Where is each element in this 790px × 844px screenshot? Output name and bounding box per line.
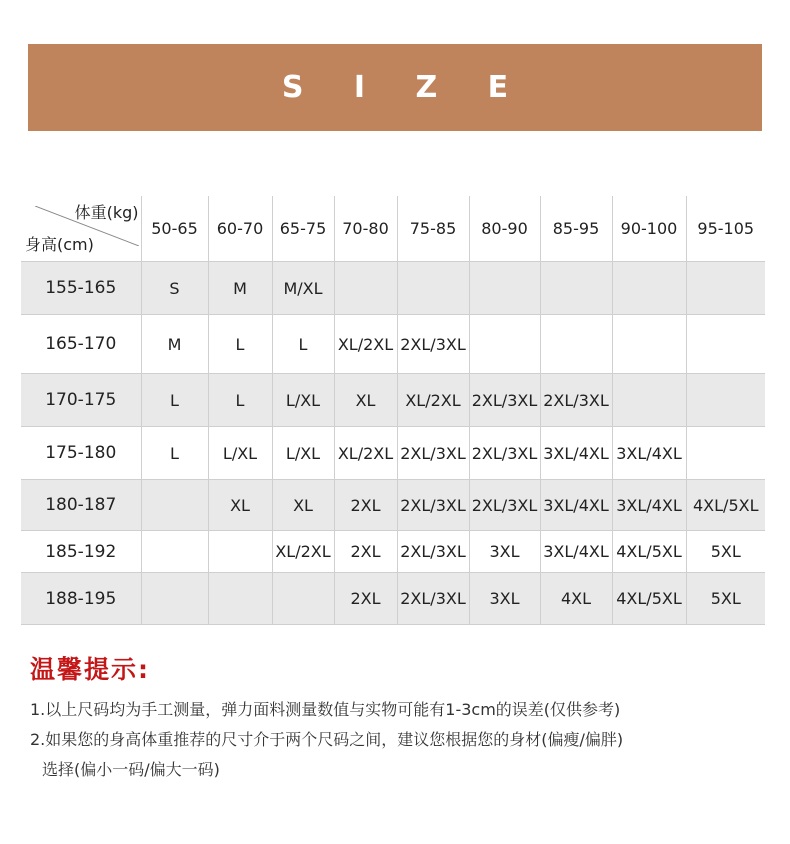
size-cell: 4XL/5XL <box>612 573 686 625</box>
size-cell: 2XL/3XL <box>397 480 469 531</box>
weight-header: 65-75 <box>272 196 334 262</box>
size-cell: 3XL/4XL <box>612 427 686 480</box>
size-cell: 2XL/3XL <box>397 315 469 374</box>
table-row <box>21 374 765 427</box>
table-row <box>21 480 765 531</box>
note-line: 2.如果您的身高体重推荐的尺寸介于两个尺码之间，建议您根据您的身材(偏瘦/偏胖) <box>30 730 624 749</box>
table-row <box>21 573 765 625</box>
note-line: 1.以上尺码均为手工测量，弹力面料测量数值与实物可能有1-3cm的误差(仅供参考) <box>30 700 621 719</box>
size-cell: L/XL <box>272 427 334 480</box>
size-cell <box>612 374 686 427</box>
size-cell: L <box>141 374 208 427</box>
table-row <box>21 315 765 374</box>
size-cell: 4XL <box>540 573 612 625</box>
weight-header: 50-65 <box>141 196 208 262</box>
size-cell: L <box>208 374 272 427</box>
size-cell <box>686 262 765 315</box>
size-cell: L/XL <box>272 374 334 427</box>
weight-header: 60-70 <box>208 196 272 262</box>
size-cell <box>686 315 765 374</box>
size-cell <box>208 531 272 573</box>
size-cell: XL/2XL <box>272 531 334 573</box>
size-cell: 2XL <box>334 531 397 573</box>
weight-header: 75-85 <box>397 196 469 262</box>
size-cell: XL <box>334 374 397 427</box>
weight-axis-label: 体重(kg) <box>74 203 139 222</box>
height-cell: 155-165 <box>21 262 141 315</box>
size-cell: XL <box>208 480 272 531</box>
size-cell: XL <box>272 480 334 531</box>
size-cell: M <box>141 315 208 374</box>
size-cell <box>272 573 334 625</box>
size-cell: 3XL/4XL <box>540 531 612 573</box>
size-cell: 2XL/3XL <box>540 374 612 427</box>
size-cell: 3XL/4XL <box>612 480 686 531</box>
size-cell <box>141 480 208 531</box>
size-cell <box>469 315 540 374</box>
table-row <box>21 427 765 480</box>
size-cell: M <box>208 262 272 315</box>
size-cell: 3XL <box>469 531 540 573</box>
size-cell: 4XL/5XL <box>612 531 686 573</box>
height-cell: 175-180 <box>21 427 141 480</box>
size-cell: 2XL/3XL <box>469 480 540 531</box>
height-cell: 185-192 <box>21 531 141 573</box>
size-cell: XL/2XL <box>334 315 397 374</box>
size-cell <box>208 573 272 625</box>
size-cell: L <box>208 315 272 374</box>
size-cell <box>397 262 469 315</box>
height-axis-label: 身高(cm) <box>25 235 94 254</box>
size-cell: 3XL <box>469 573 540 625</box>
size-cell: S <box>141 262 208 315</box>
size-cell <box>686 427 765 480</box>
size-banner <box>28 44 762 131</box>
size-cell: 2XL <box>334 573 397 625</box>
size-cell: L <box>272 315 334 374</box>
size-cell <box>540 315 612 374</box>
size-cell: M/XL <box>272 262 334 315</box>
size-cell: XL/2XL <box>334 427 397 480</box>
size-cell <box>141 573 208 625</box>
size-cell: 2XL/3XL <box>469 427 540 480</box>
size-chart-table <box>21 196 765 625</box>
weight-header: 95-105 <box>697 219 755 238</box>
weight-header: 80-90 <box>469 196 540 262</box>
size-cell: 5XL <box>686 573 765 625</box>
size-cell <box>686 374 765 427</box>
size-cell: L/XL <box>208 427 272 480</box>
height-cell: 170-175 <box>21 374 141 427</box>
size-cell <box>612 262 686 315</box>
note-line: 选择(偏小一码/偏大一码) <box>42 760 220 779</box>
weight-header: 70-80 <box>334 196 397 262</box>
size-cell: 5XL <box>710 542 741 561</box>
weight-header: 85-95 <box>540 196 612 262</box>
height-cell: 165-170 <box>21 315 141 374</box>
size-cell: 2XL/3XL <box>469 374 540 427</box>
height-cell: 188-195 <box>21 573 141 625</box>
size-cell: XL/2XL <box>397 374 469 427</box>
size-cell <box>141 531 208 573</box>
size-cell: 2XL/3XL <box>397 573 469 625</box>
size-cell <box>612 315 686 374</box>
notes-title: 温馨提示: <box>30 655 150 684</box>
height-cell: 180-187 <box>21 480 141 531</box>
size-cell: 2XL/3XL <box>397 531 469 573</box>
table-row <box>21 262 765 315</box>
table-row <box>21 531 765 573</box>
banner-title: S I Z E <box>281 70 529 105</box>
size-cell: 3XL/4XL <box>540 427 612 480</box>
size-cell <box>540 262 612 315</box>
weight-header: 90-100 <box>612 196 686 262</box>
size-cell: 4XL/5XL <box>686 480 765 531</box>
size-cell: 2XL <box>334 480 397 531</box>
size-cell: 2XL/3XL <box>397 427 469 480</box>
size-cell <box>334 262 397 315</box>
size-cell <box>469 262 540 315</box>
corner-header <box>21 196 141 262</box>
size-cell: L <box>141 427 208 480</box>
size-cell: 3XL/4XL <box>540 480 612 531</box>
